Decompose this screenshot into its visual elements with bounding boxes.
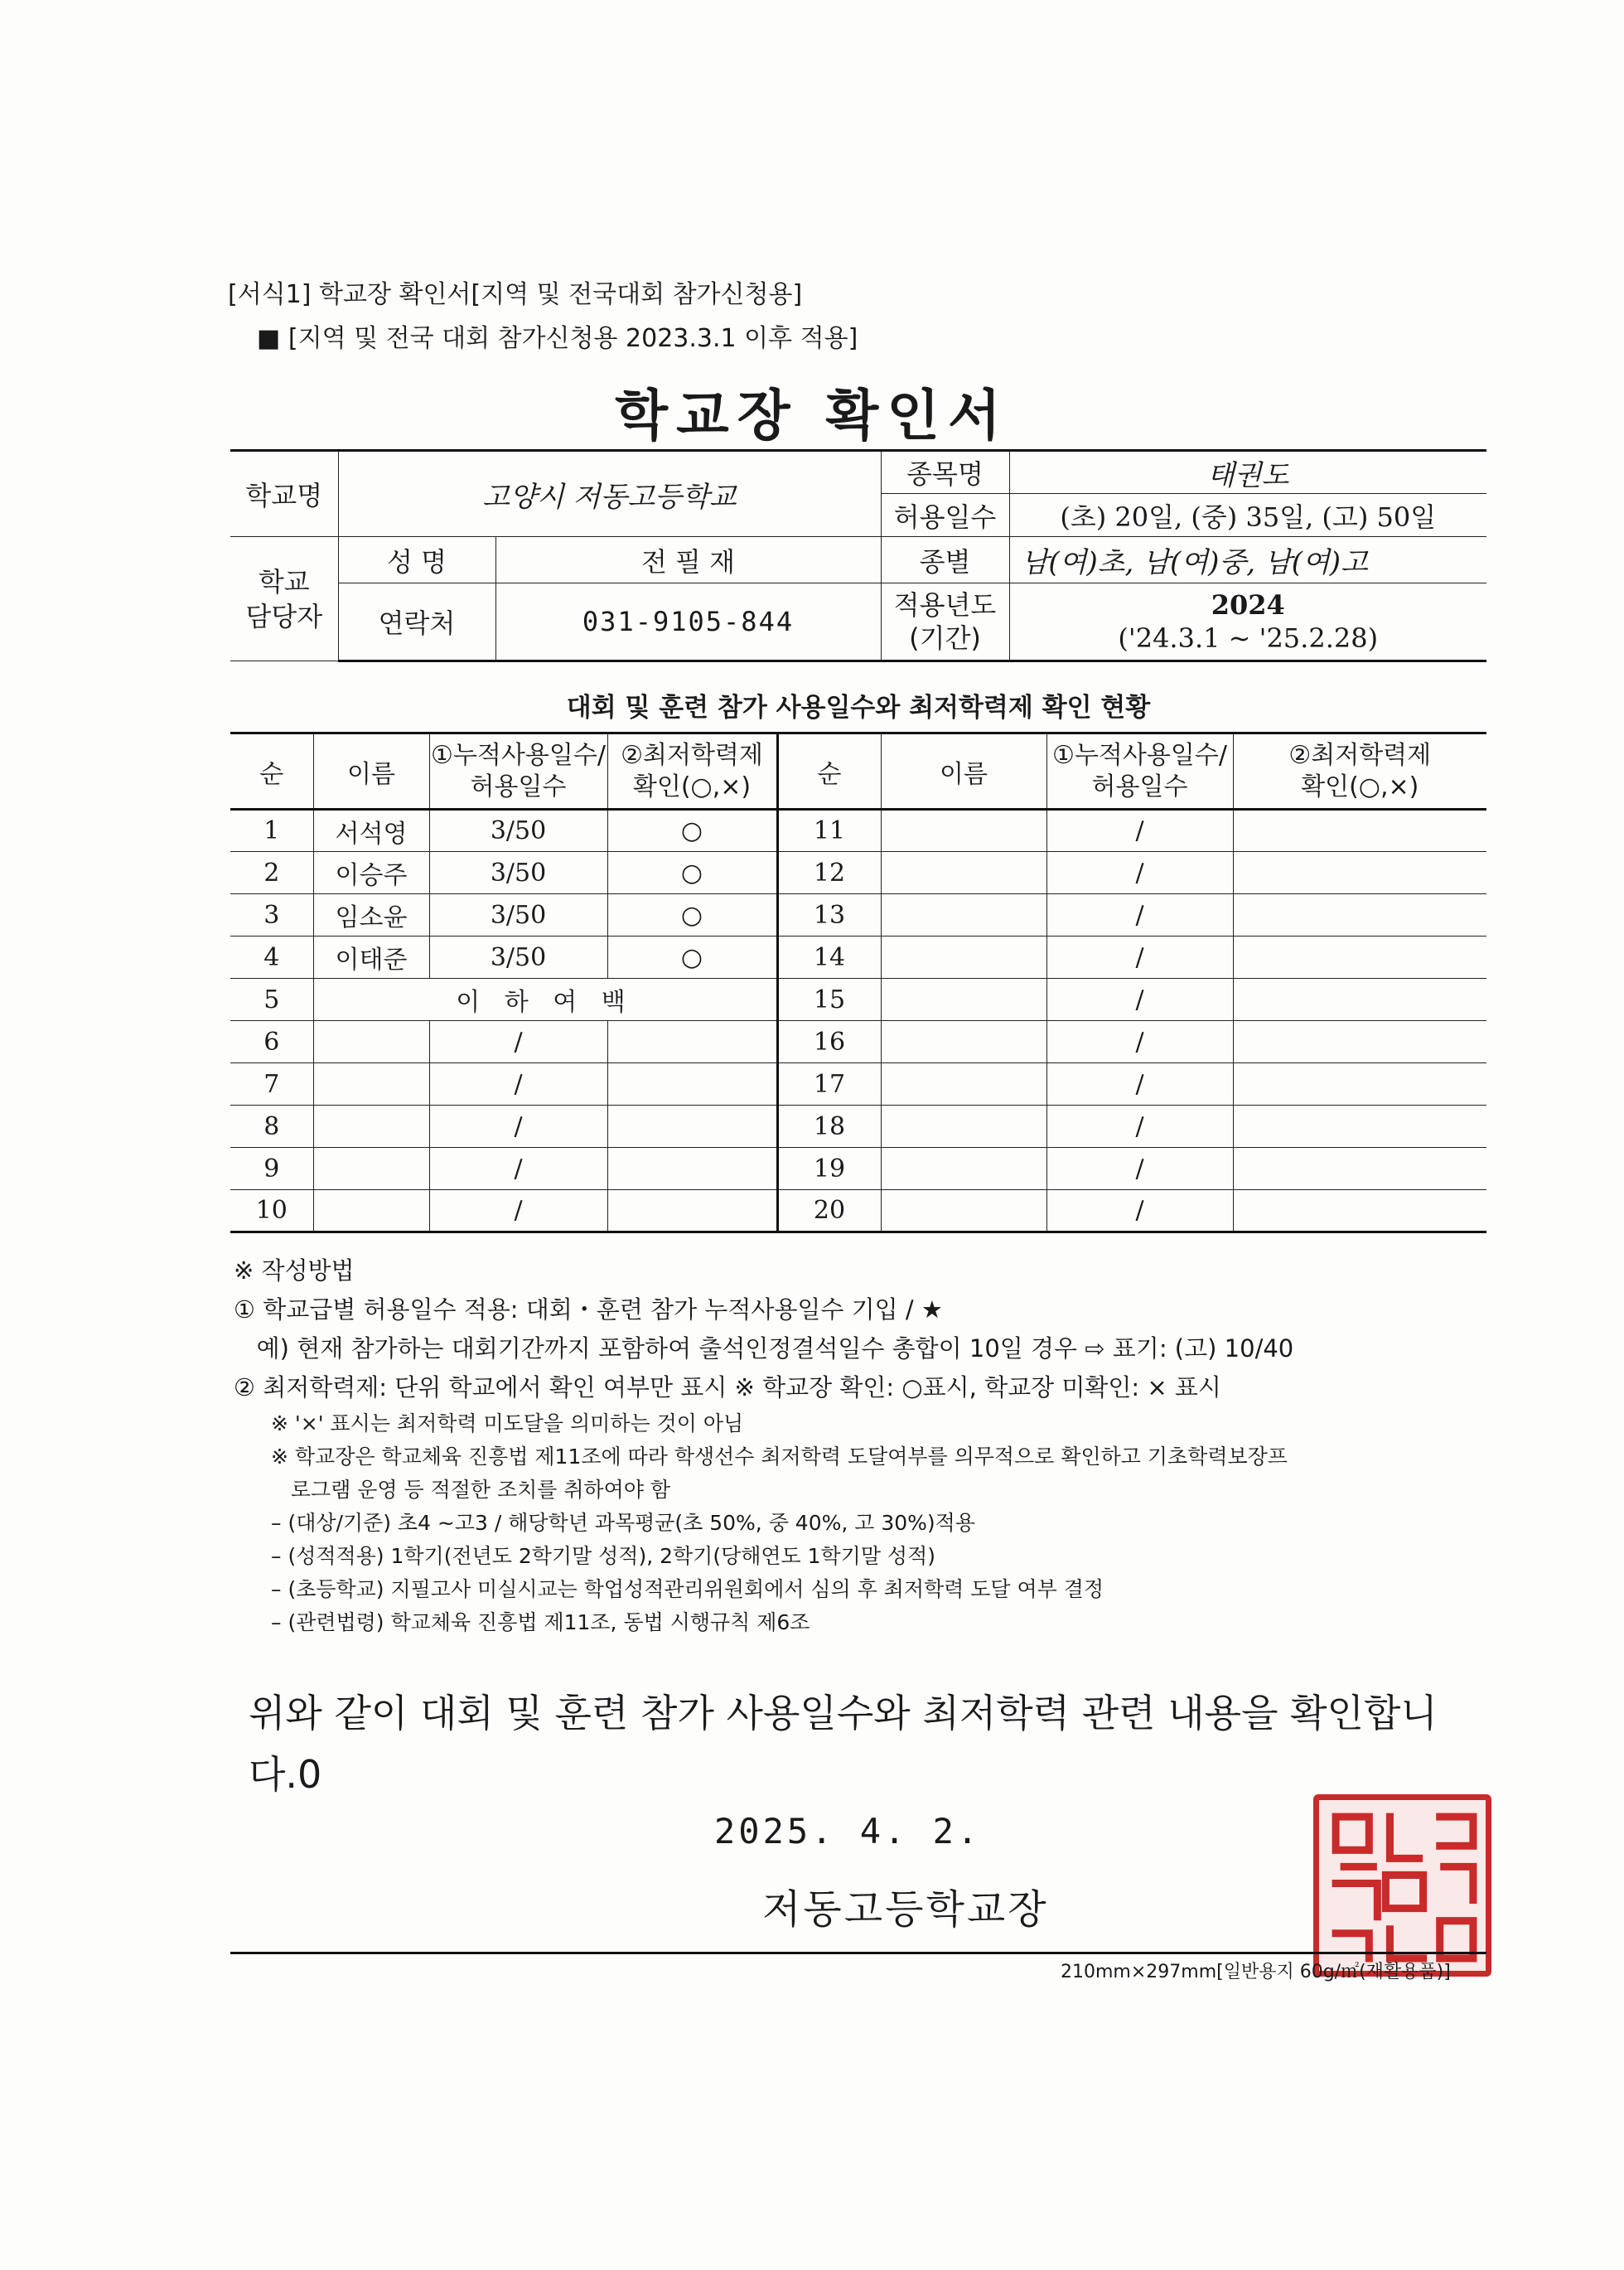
table-row [230,979,1486,1021]
manager-label: 학교 담당자 [230,537,338,661]
row-number: 13 [777,894,881,937]
school-label: 학교명 [230,451,338,537]
note-line: ※ 작성방법 [234,1256,355,1285]
seal-graphic [1319,1800,1486,1971]
blank-below-text: 이 하 여 백 [313,979,777,1021]
note-line: ① 학교급별 허용일수 적용: 대회・훈련 참가 누적사용일수 기입 / ★ [234,1295,943,1324]
confirmation-text: 위와 같이 대회 및 훈련 참가 사용일수와 최저학력 관련 내용을 확인합니다.0 [249,1691,1438,1797]
days-used: 3/50 [429,894,607,937]
athlete-name: 이승주 [313,852,429,894]
form-label: [서식1] 학교장 확인서[지역 및 전국대회 참가신청용] [228,280,803,309]
athlete-name [313,1063,429,1106]
row-number: 10 [230,1190,313,1232]
info-table [230,449,1486,662]
athlete-name [313,1148,429,1190]
academic-check [1233,852,1486,894]
athlete-name [881,810,1046,852]
academic-check: ○ [607,937,777,979]
athlete-name [881,1063,1046,1106]
days-used: 3/50 [429,852,607,894]
note-line: 예) 현재 참가하는 대회기간까지 포함하여 출석인정결석일수 총합이 10일 경우 ⇨ 표기: (고) 10/40 [234,1334,1294,1362]
athlete-name [313,1190,429,1232]
athlete-name [881,894,1046,937]
table-row [230,810,1486,852]
days-used: / [429,1021,607,1063]
header-check: ②최저학력제 확인(○,×) [607,733,777,810]
header-name: 이름 [313,733,429,810]
days-used: / [429,1148,607,1190]
athlete-name: 임소윤 [313,894,429,937]
days-used: / [1046,1190,1233,1232]
event-label: 종목명 [881,451,1009,494]
school-value: 고양시 저동고등학교 [338,451,881,537]
header-no: 순 [777,733,881,810]
note-line: – (초등학교) 지필고사 미실시교는 학업성적관리위원회에서 심의 후 최저학력 도달 여부 결정 [271,1577,1104,1601]
academic-check [607,1148,777,1190]
academic-check [1233,1021,1486,1063]
academic-check [1233,1190,1486,1232]
athlete-name [881,937,1046,979]
academic-check [1233,1063,1486,1106]
note-line: ※ '×' 표시는 최저학력 미도달을 의미하는 것이 아님 [271,1411,744,1435]
notes [234,1251,1493,1639]
athlete-name: 이태준 [313,937,429,979]
year-value: 2024 [1211,589,1285,621]
signing-date: 2025. 4. 2. [714,1811,982,1851]
note-line: ※ 학교장은 학교체육 진흥법 제11조에 따라 학생선수 최저학력 도달여부를 의무적으로 확인하고 기초학력보장프 [271,1445,1288,1469]
period-value: ('24.3.1 ~ '25.2.28) [1118,622,1379,654]
row-number: 11 [777,810,881,852]
name-value: 전 필 재 [495,537,881,583]
academic-check [1233,979,1486,1021]
academic-check: ○ [607,852,777,894]
category-value: 남(여)초, 남(여)중, 남(여)고 [1009,537,1486,583]
year-label: 적용년도 (기간) [881,583,1009,661]
athlete-name [881,852,1046,894]
athlete-name: 서석영 [313,810,429,852]
academic-check [1233,810,1486,852]
status-table [230,732,1486,1233]
note-line: ② 최저학력제: 단위 학교에서 확인 여부만 표시 ※ 학교장 확인: ○표시, 학교장 미확인: × 표시 [234,1373,1221,1401]
academic-check [607,1063,777,1106]
allowed-days-value: (초) 20일, (중) 35일, (고) 50일 [1009,494,1486,537]
academic-check: ○ [607,894,777,937]
row-number: 3 [230,894,313,937]
row-number: 12 [777,852,881,894]
days-used: 3/50 [429,937,607,979]
event-value: 태권도 [1009,451,1486,494]
allowed-days-label: 허용일수 [881,494,1009,537]
academic-check [607,1021,777,1063]
days-used: / [429,1106,607,1148]
days-used: / [1046,1063,1233,1106]
days-used: / [1046,852,1233,894]
table-row [230,937,1486,979]
official-seal-stamp [1313,1794,1491,1977]
header-no: 순 [230,733,313,810]
row-number: 20 [777,1190,881,1232]
row-number: 15 [777,979,881,1021]
athlete-name [313,1021,429,1063]
header-check: ②최저학력제 확인(○,×) [1233,733,1486,810]
table-row [230,1106,1486,1148]
athlete-name [881,1106,1046,1148]
note-line: 로그램 운영 등 적절한 조치를 취하여야 함 [271,1478,671,1502]
row-number: 19 [777,1148,881,1190]
paper-spec: 210mm×297mm[일반용지 60g/㎡(재활용품)] [1061,1962,1451,1982]
academic-check [607,1190,777,1232]
athlete-name [881,979,1046,1021]
table-row [230,1190,1486,1232]
note-line: – (대상/기준) 초4 ~고3 / 해당학년 과목평균(초 50%, 중 40%, 고 30%)적용 [271,1511,975,1535]
principal-title: 저동고등학교장 [762,1886,1049,1933]
table-row [230,1021,1486,1063]
row-number: 14 [777,937,881,979]
row-number: 6 [230,1021,313,1063]
category-label: 종별 [881,537,1009,583]
note-line: – (관련법령) 학교체육 진흥법 제11조, 동법 시행규칙 제6조 [271,1610,810,1634]
bottom-rule [230,1952,1486,1954]
table-row [230,852,1486,894]
page-title: 학교장 확인서 [615,384,1009,448]
row-number: 17 [777,1063,881,1106]
academic-check [607,1106,777,1148]
days-used: 3/50 [429,810,607,852]
athlete-name [313,1106,429,1148]
athlete-name [881,1148,1046,1190]
athlete-name [881,1190,1046,1232]
row-number: 18 [777,1106,881,1148]
days-used: / [1046,810,1233,852]
row-number: 2 [230,852,313,894]
table-row [230,1063,1486,1106]
days-used: / [1046,979,1233,1021]
days-used: / [1046,1106,1233,1148]
row-number: 16 [777,1021,881,1063]
days-used: / [429,1190,607,1232]
days-used: / [1046,937,1233,979]
row-number: 7 [230,1063,313,1106]
athlete-name [881,1021,1046,1063]
row-number: 8 [230,1106,313,1148]
note-line: – (성적적용) 1학기(전년도 2학기말 성적), 2학기(당해연도 1학기말 성적) [271,1544,935,1568]
header-days: ①누적사용일수/ 허용일수 [1046,733,1233,810]
contact-value: 031-9105-844 [495,583,881,661]
days-used: / [1046,1021,1233,1063]
name-label: 성 명 [338,537,495,583]
academic-check: ○ [607,810,777,852]
year-cell [1009,583,1486,661]
table-row [230,1148,1486,1190]
row-number: 1 [230,810,313,852]
header-days: ①누적사용일수/ 허용일수 [429,733,607,810]
form-sublabel: ■ [지역 및 전국 대회 참가신청용 2023.3.1 이후 적용] [257,324,858,353]
days-used: / [1046,894,1233,937]
status-title: 대회 및 훈련 참가 사용일수와 최저학력제 확인 현황 [566,693,1151,723]
header-name: 이름 [881,733,1046,810]
row-number: 4 [230,937,313,979]
row-number: 5 [230,979,313,1021]
days-used: / [1046,1148,1233,1190]
days-used: / [429,1063,607,1106]
academic-check [1233,1148,1486,1190]
academic-check [1233,937,1486,979]
row-number: 9 [230,1148,313,1190]
academic-check [1233,894,1486,937]
table-row [230,894,1486,937]
contact-label: 연락처 [338,583,495,661]
academic-check [1233,1106,1486,1148]
